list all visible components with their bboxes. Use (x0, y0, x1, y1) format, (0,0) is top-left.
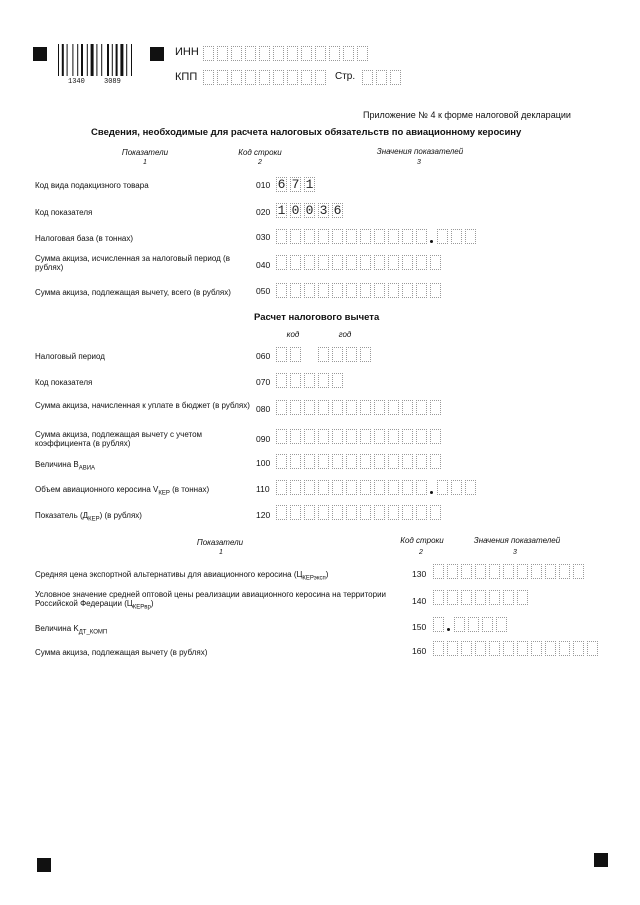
registration-mark-top-mid (150, 47, 164, 61)
page-number-field[interactable] (362, 70, 404, 85)
table2-col-number-1: 1 (219, 549, 223, 556)
row-120-label: Показатель $(Д_{КЕР})$ (в рублях) (35, 511, 142, 523)
row-030-code: 030 (256, 232, 271, 242)
col-header-indicators: Показатели (121, 148, 169, 157)
table2-col-number-2: 2 (419, 549, 423, 556)
row-060-code: 060 (256, 351, 271, 361)
row-050-code: 050 (256, 286, 271, 296)
row-090-label: Сумма акциза, подлежащая вычету с учетом коэффициента (в рублях) (35, 430, 203, 448)
row-100-code: 100 (256, 458, 271, 468)
row-070-value-field[interactable] (276, 373, 346, 388)
subheader-code: код (286, 330, 300, 339)
row-120-code: 120 (256, 510, 271, 520)
row-020-code: 020 (256, 207, 271, 217)
row-010-value-field[interactable]: 6 7 1 (277, 177, 314, 192)
row-080-label: Сумма акциза, начисленная к уплате в бюджет (в рублях) (35, 401, 250, 410)
row-110-value-field[interactable] (276, 480, 479, 495)
col-header-code: Код строки (238, 148, 282, 157)
main-title: Сведения, необходимые для расчета налоговых обязательств по авиационному керосину (91, 127, 522, 138)
row-010-label: Код вида подакцизного товара (35, 181, 149, 190)
row-040-code: 040 (256, 260, 271, 270)
row-070-label: Код показателя (35, 378, 93, 387)
table2-col-header-indicators: Показатели (196, 538, 244, 547)
row-080-value-field[interactable] (276, 400, 444, 415)
row-060-label: Налоговый период (35, 352, 105, 361)
row-140-label: Условное значение средней оптовой цены реализации авиационного керосина на территории Российской Федерации $(Ц_{КЕРвр})$ (35, 590, 387, 611)
table2-col-number-3: 3 (513, 549, 517, 556)
row-140-code: 140 (412, 596, 427, 606)
row-130-code: 130 (412, 569, 427, 579)
col-number-3: 3 (417, 159, 421, 166)
row-110-label: Объем авиационного керосина $V_{КЕР}$ (в тоннах) (35, 485, 210, 497)
row-020-label: Код показателя (35, 208, 93, 217)
registration-mark-bottom-left (37, 858, 51, 872)
row-160-value-field[interactable] (433, 641, 601, 656)
inn-label: ИНН (175, 46, 199, 58)
row-110-code: 110 (256, 484, 270, 494)
row-060-year-field[interactable] (318, 347, 374, 362)
row-060-period-code-field[interactable] (276, 347, 304, 362)
row-070-code: 070 (256, 377, 271, 387)
row-150-value-field[interactable] (433, 617, 510, 632)
row-160-label: Сумма акциза, подлежащая вычету (в рублях) (35, 648, 208, 657)
row-120-value-field[interactable] (276, 505, 444, 520)
row-040-label: Сумма акциза, исчисленная за налоговый период (в рублях) (35, 254, 230, 272)
page-label: Стр. (335, 71, 356, 82)
inn-field[interactable] (203, 46, 371, 61)
row-080-code: 080 (256, 404, 271, 414)
table2-col-header-code: Код строки (400, 536, 444, 545)
row-090-code: 090 (256, 434, 271, 444)
col-header-values: Значения показателей (376, 147, 464, 156)
row-140-value-field[interactable] (433, 590, 531, 605)
row-150-label: Величина $K_{ДТ\_КОМП}$ (35, 624, 108, 636)
registration-mark-top-left (33, 47, 47, 61)
registration-mark-bottom-right (594, 853, 608, 867)
col-number-1: 1 (143, 159, 147, 166)
row-100-value-field[interactable] (276, 454, 444, 469)
row-030-value-field[interactable] (276, 229, 479, 244)
row-040-value-field[interactable] (276, 255, 444, 270)
barcode-number-left: 1340 (68, 78, 85, 86)
row-100-label: Величина $B_{АВИА}$ (35, 460, 96, 472)
barcode-number-right: 3089 (104, 78, 121, 86)
row-130-label: Средняя цена экспортной альтернативы для авиационного керосина $(Ц_{КЕРэксп})$ (35, 570, 329, 582)
row-150-code: 150 (412, 622, 427, 632)
col-number-2: 2 (258, 159, 262, 166)
row-010-code: 010 (256, 180, 271, 190)
barcode-image (58, 44, 140, 76)
row-050-label: Сумма акциза, подлежащая вычету, всего (в рублях) (35, 288, 231, 297)
row-020-value-field[interactable]: 1 0 0 3 6 (277, 203, 342, 218)
row-030-label: Налоговая база (в тоннах) (35, 234, 133, 243)
section-tax-deduction-title: Расчет налогового вычета (254, 312, 380, 323)
row-130-value-field[interactable] (433, 564, 587, 579)
row-050-value-field[interactable] (276, 283, 444, 298)
kpp-label: КПП (175, 71, 198, 83)
kpp-field[interactable] (203, 70, 329, 85)
subheader-year: год (338, 330, 352, 339)
appendix-note: Приложение № 4 к форме налоговой декларации (363, 110, 571, 120)
row-160-code: 160 (412, 646, 427, 656)
table2-col-header-values: Значения показателей (473, 536, 561, 545)
row-090-value-field[interactable] (276, 429, 444, 444)
